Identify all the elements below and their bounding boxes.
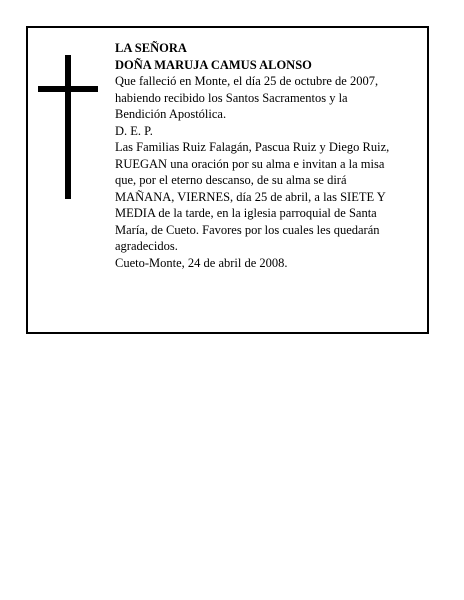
deceased-name: DOÑA MARUJA CAMUS ALONSO — [115, 57, 312, 72]
request-line-7: agradecidos. — [115, 239, 178, 253]
place-date: Cueto-Monte, 24 de abril de 2008. — [115, 255, 288, 270]
request-line-5: MEDIA de la tarde, en la iglesia parroquial de Santa — [115, 206, 377, 220]
death-line-3: Bendición Apostólica. — [115, 107, 227, 121]
rip-abbreviation: D. E. P. — [115, 123, 153, 138]
request-line-4: MAÑANA, VIERNES, día 25 de abril, a las SIETE Y — [115, 189, 386, 204]
request-line-6: María, de Cueto. Favores por los cuales les quedarán — [115, 222, 380, 237]
request-line-3: que, por el eterno descanso, de su alma se dirá — [115, 173, 347, 187]
death-line-2: habiendo recibido los Santos Sacramentos y la — [115, 90, 348, 105]
obituary-notice — [26, 26, 429, 334]
notice-text — [115, 40, 420, 271]
cross-horizontal-bar — [38, 86, 98, 92]
request-line-1: Las Familias Ruiz Falagán, Pascua Ruiz y Diego Ruiz, — [115, 140, 390, 154]
notice-heading: LA SEÑORA — [115, 41, 187, 55]
cross-vertical-bar — [65, 55, 71, 199]
request-line-2: RUEGAN una oración por su alma e invitan a la misa — [115, 156, 385, 171]
death-line-1: Que falleció en Monte, el día 25 de octubre de 2007, — [115, 74, 379, 88]
latin-cross-icon — [38, 55, 98, 199]
